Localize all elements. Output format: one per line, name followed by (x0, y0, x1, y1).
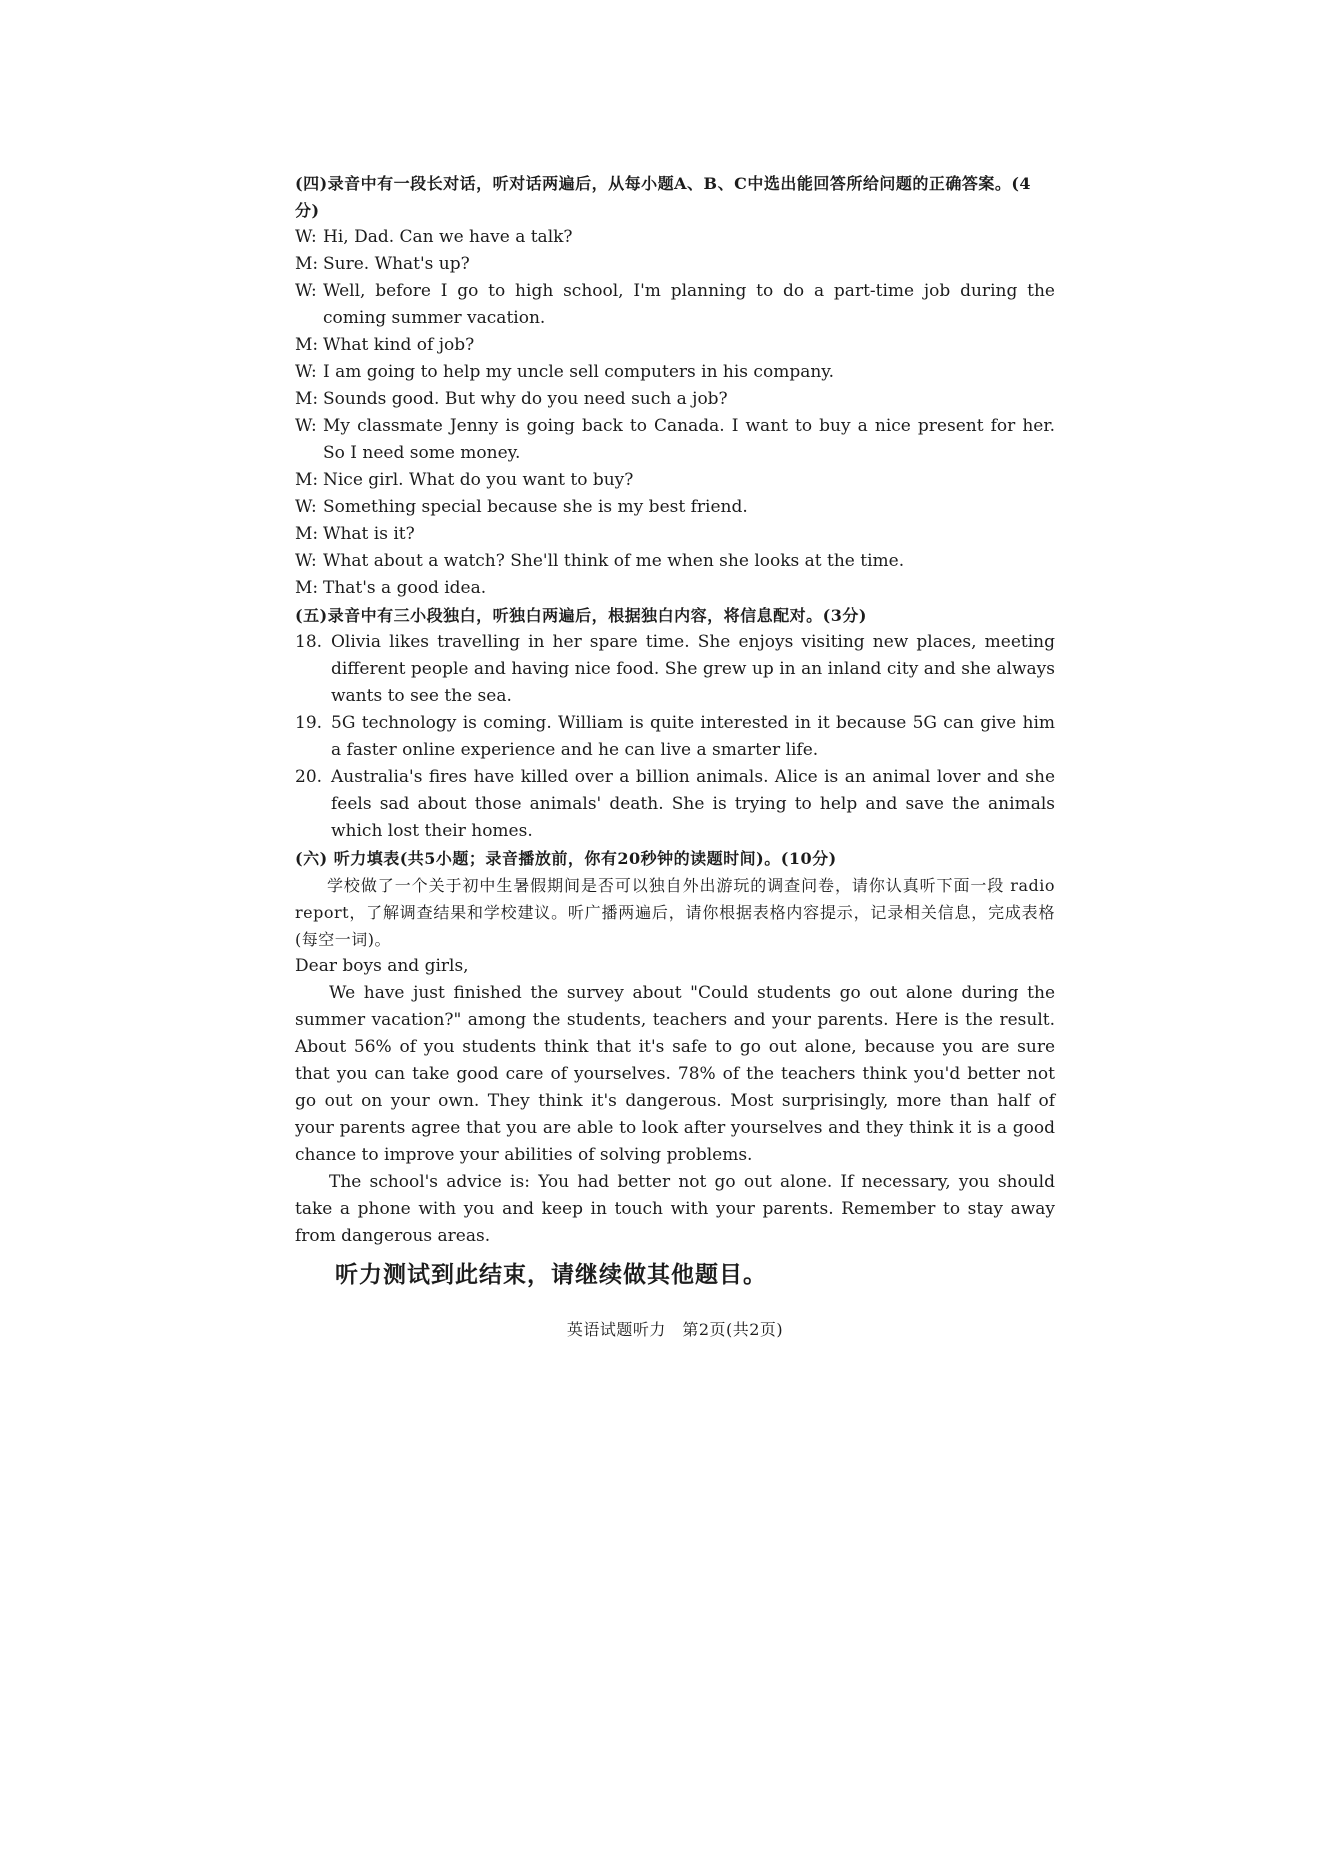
speaker-label: M: (295, 335, 319, 355)
dialogue-text: What is it? (323, 524, 415, 544)
section4-heading: (四)录音中有一段长对话，听对话两遍后，从每小题A、B、C中选出能回答所给问题的正确答案。(4分) (295, 174, 1032, 220)
monologue-text: Olivia likes travelling in her spare time. She enjoys visiting new places, meeting different people and having nice food. She grew up in an inland city and she always wants to see the sea. (331, 632, 1055, 706)
speaker-label: M: (295, 254, 319, 274)
dialogue-text: Nice girl. What do you want to buy? (323, 470, 634, 490)
dialogue-line (295, 413, 1055, 467)
dialogue-text: Something special because she is my best friend. (323, 497, 748, 517)
speaker-label: W: (295, 551, 317, 571)
speaker-label: W: (295, 497, 317, 517)
item-number: 18. (295, 632, 323, 652)
dialogue-text: What about a watch? She'll think of me when she looks at the time. (323, 551, 905, 571)
speaker-label: M: (295, 524, 319, 544)
section5-heading: (五)录音中有三小段独白，听独白两遍后，根据独白内容，将信息配对。(3分) (295, 606, 867, 625)
monologue-text: Australia's fires have killed over a billion animals. Alice is an animal lover and she feels sad about those animals' death. She is trying to help and save the animals which lost their homes. (331, 767, 1055, 841)
page-footer: 英语试题听力 第2页(共2页) (566, 1320, 784, 1339)
dialogue-text: I am going to help my uncle sell computers in his company. (323, 362, 835, 382)
greeting: Dear boys and girls, (295, 956, 469, 976)
dialogue-text: Well, before I go to high school, I'm planning to do a part-time job during the coming summer vacation. (323, 281, 1055, 328)
monologue-list (295, 629, 1055, 845)
report-paragraph-2: The school's advice is: You had better not go out alone. If necessary, you should take a phone with you and keep in touch with your parents. Remember to stay away from dangerous areas. (295, 1172, 1055, 1246)
section6-intro: 学校做了一个关于初中生暑假期间是否可以独自外出游玩的调查问卷，请你认真听下面一段 radio report，了解调查结果和学校建议。听广播两遍后，请你根据表格内容提示，记录相关信息，完成表格(每空一词)。 (295, 876, 1055, 949)
speaker-label: W: (295, 416, 317, 436)
monologue-item (295, 764, 1055, 845)
speaker-label: M: (295, 578, 319, 598)
dialogue-text: My classmate Jenny is going back to Canada. I want to buy a nice present for her. So I need some money. (323, 416, 1055, 463)
dialogue (295, 224, 1055, 602)
document-page (295, 170, 1055, 1343)
item-number: 19. (295, 713, 323, 733)
item-number: 20. (295, 767, 323, 787)
dialogue-line (295, 521, 1055, 548)
dialogue-line (295, 332, 1055, 359)
dialogue-text: Hi, Dad. Can we have a talk? (323, 227, 573, 247)
dialogue-line (295, 278, 1055, 332)
speaker-label: M: (295, 389, 319, 409)
speaker-label: W: (295, 281, 317, 301)
monologue-text: 5G technology is coming. William is quite interested in it because 5G can give him a faster online experience and he can live a smarter life. (331, 713, 1055, 760)
speaker-label: W: (295, 227, 317, 247)
dialogue-text: What kind of job? (323, 335, 475, 355)
dialogue-line (295, 467, 1055, 494)
dialogue-text: That's a good idea. (323, 578, 487, 598)
monologue-item (295, 629, 1055, 710)
speaker-label: M: (295, 470, 319, 490)
dialogue-line (295, 359, 1055, 386)
dialogue-line (295, 251, 1055, 278)
dialogue-line (295, 386, 1055, 413)
dialogue-line (295, 548, 1055, 575)
dialogue-text: Sure. What's up? (323, 254, 470, 274)
dialogue-line (295, 494, 1055, 521)
section6-heading: (六) 听力填表(共5小题；录音播放前，你有20秒钟的读题时间)。(10分) (295, 849, 837, 868)
speaker-label: W: (295, 362, 317, 382)
ending-notice: 听力测试到此结束，请继续做其他题目。 (335, 1262, 767, 1288)
dialogue-line (295, 575, 1055, 602)
dialogue-line (295, 224, 1055, 251)
dialogue-text: Sounds good. But why do you need such a job? (323, 389, 728, 409)
monologue-item (295, 710, 1055, 764)
report-paragraph-1: We have just finished the survey about "Could students go out alone during the summer vacation?" among the students, teachers and your parents. Here is the result. About 56% of you students think that it's safe to go out alone, because you are sure that you can take good care of yourselves. 78% of the teachers think you'd better not go out on your own. They think it's dangerous. Most surprisingly, more than half of your parents agree that you are able to look after yourselves and they think it is a good chance to improve your abilities of solving problems. (295, 983, 1055, 1165)
